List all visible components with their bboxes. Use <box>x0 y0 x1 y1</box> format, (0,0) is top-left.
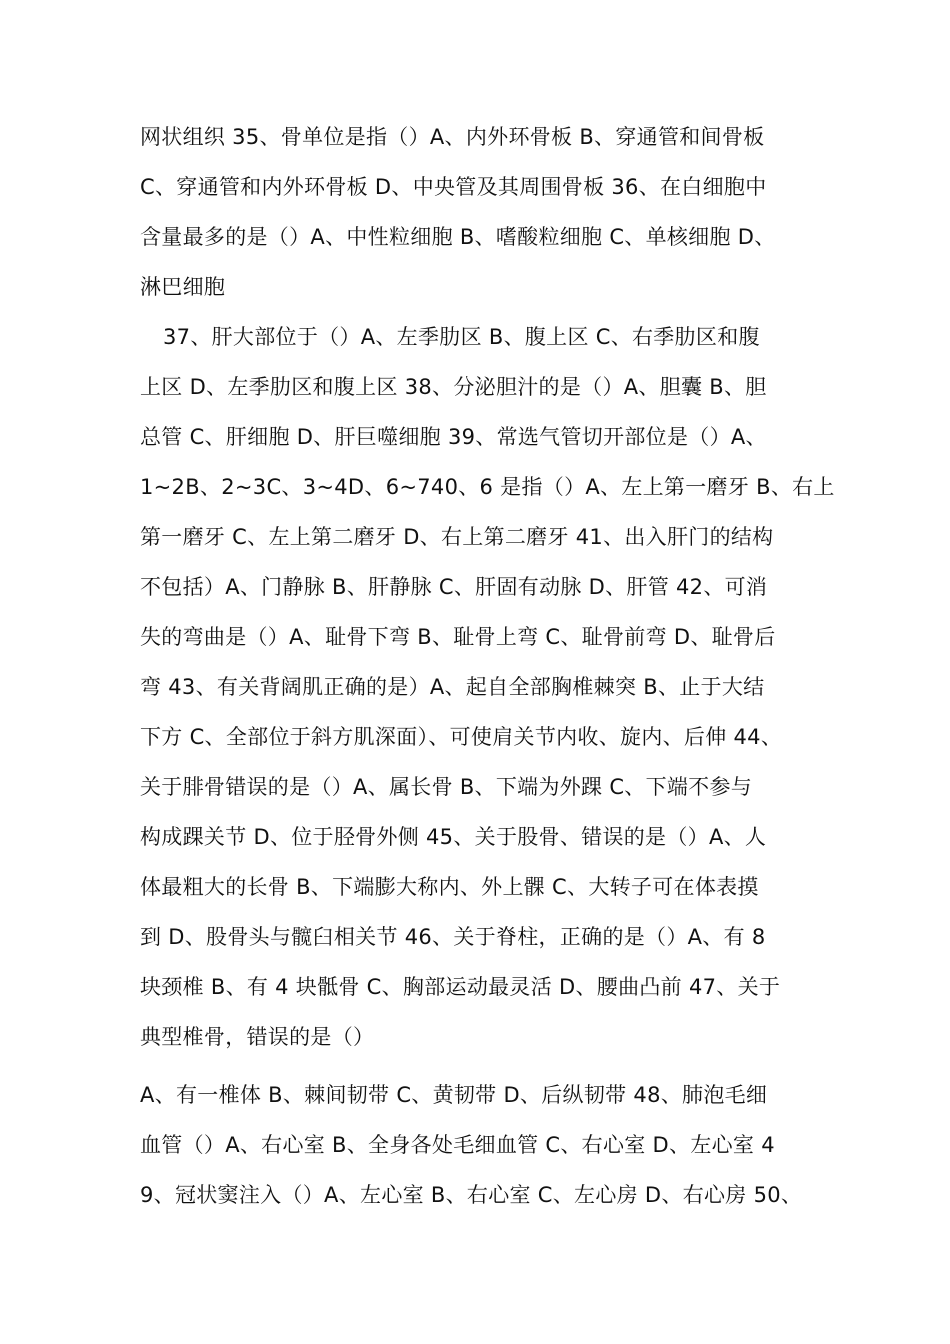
text-line: 失的弯曲是（）A、耻骨下弯 B、耻骨上弯 C、耻骨前弯 D、耻骨后 <box>140 625 776 649</box>
document-body <box>140 112 840 1220</box>
text-line: 不包括）A、门静脉 B、肝静脉 C、肝固有动脉 D、肝管 42、可消 <box>140 575 768 599</box>
text-line: 血管（）A、右心室 B、全身各处毛细血管 C、右心室 D、左心室 4 <box>140 1133 775 1157</box>
text-line: C、穿通管和内外环骨板 D、中央管及其周围骨板 36、在白细胞中 <box>140 175 767 199</box>
text-line: 淋巴细胞 <box>140 275 226 299</box>
text-line: 典型椎骨，错误的是（） <box>140 1025 375 1049</box>
text-line: 下方 C、全部位于斜方肌深面）、可使肩关节内收、旋内、后伸 44、 <box>140 725 783 749</box>
text-line: A、有一椎体 B、棘间韧带 C、黄韧带 D、后纵韧带 48、肺泡毛细 <box>140 1083 768 1107</box>
text-line: 上区 D、左季肋区和腹上区 38、分泌胆汁的是（）A、胆囊 B、胆 <box>140 375 767 399</box>
text-line: 第一磨牙 C、左上第二磨牙 D、右上第二磨牙 41、出入肝门的结构 <box>140 525 774 549</box>
text-line: 到 D、股骨头与髋臼相关节 46、关于脊柱，正确的是（）A、有 8 <box>140 925 766 949</box>
text-line: 含量最多的是（）A、中性粒细胞 B、嗜酸粒细胞 C、单核细胞 D、 <box>140 225 776 249</box>
text-line: 网状组织 35、骨单位是指（）A、内外环骨板 B、穿通管和间骨板 <box>140 125 765 149</box>
text-line: 关于腓骨错误的是（）A、属长骨 B、下端为外踝 C、下端不参与 <box>140 775 753 799</box>
text-line: 弯 43、有关背阔肌正确的是）A、起自全部胸椎棘突 B、止于大结 <box>140 675 765 699</box>
text-line: 构成踝关节 D、位于胫骨外侧 45、关于股骨、错误的是（）A、人 <box>140 825 767 849</box>
text-line: 总管 C、肝细胞 D、肝巨噬细胞 39、常选气管切开部位是（）A、 <box>140 425 767 449</box>
text-line: 块颈椎 B、有 4 块骶骨 C、胸部运动最灵活 D、腰曲凸前 47、关于 <box>140 975 781 999</box>
text-line: 体最粗大的长骨 B、下端膨大称内、外上髁 C、大转子可在体表摸 <box>140 875 759 899</box>
text-line: 1~2B、2~3C、3~4D、6~740、6 是指（）A、左上第一磨牙 B、右上 <box>140 475 835 499</box>
text-line: 37、肝大部位于（）A、左季肋区 B、腹上区 C、右季肋区和腹 <box>163 325 760 349</box>
text-line: 9、冠状窦注入（）A、左心室 B、右心室 C、左心房 D、右心房 50、 <box>140 1183 803 1207</box>
